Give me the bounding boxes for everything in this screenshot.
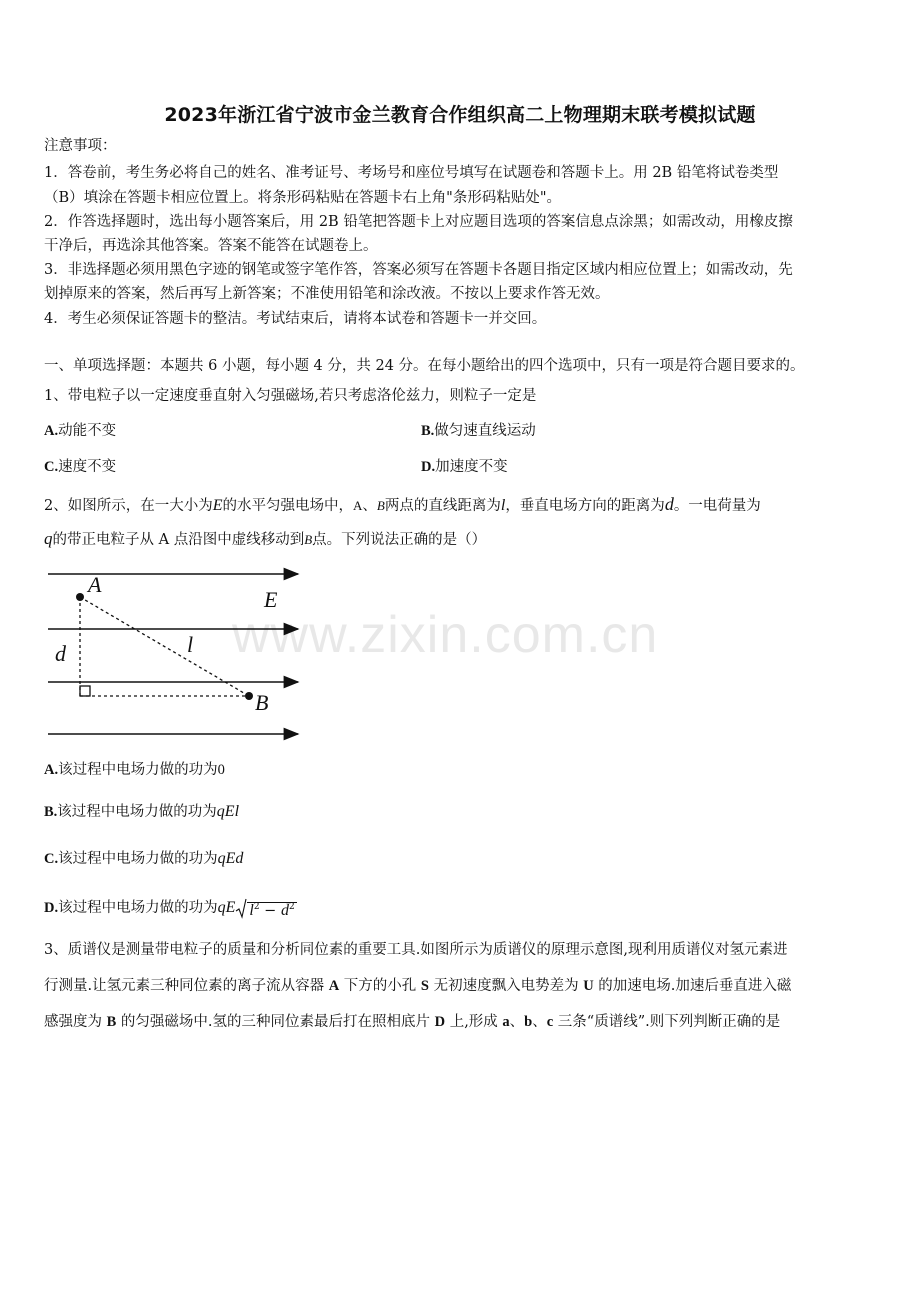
- sqrt-expression: $l^2 - d^2$: [235, 897, 296, 921]
- q1-option-a[interactable]: [44, 421, 116, 441]
- notice-line: 4．考生必须保证答题卡的整洁。考试结束后，请将本试卷和答题卡一并交回。: [44, 311, 547, 327]
- q2-option-c[interactable]: C.该过程中电场力做的功为qEd: [44, 850, 244, 867]
- label-l: l: [187, 632, 194, 657]
- notice-line: 2．作答选择题时，选出每小题答案后，用 2B 铅笔把答题卡上对应题目选项的答案信息点涂黑；如需改动，用橡皮擦: [44, 214, 793, 230]
- label-d: d: [55, 641, 66, 666]
- point-a: [76, 593, 84, 601]
- question-2-stem-line1: 2、如图所示，在一大小为E的水平匀强电场中，A、B两点的直线距离为l，垂直电场方向的距离为d。一电荷量为: [44, 494, 761, 514]
- q2-option-b[interactable]: B.该过程中电场力做的功为qEl: [44, 803, 240, 820]
- option-text: 动能不变: [58, 423, 117, 439]
- q1-option-c[interactable]: [44, 457, 116, 477]
- path-ab: [80, 597, 249, 696]
- q2-option-d[interactable]: D.该过程中电场力做的功为qE $l^2 - d^2$: [44, 898, 295, 919]
- option-letter: C.: [44, 459, 59, 475]
- watermark: www.zixin.com.cn: [232, 606, 659, 664]
- notice-line: 3．非选择题必须用黑色字迹的钢笔或签字笔作答，答案必须写在答题卡各题目指定区域内相应位置上；如需改动，先: [44, 262, 793, 278]
- question-3-line1: 3、质谱仪是测量带电粒子的质量和分析同位素的重要工具.如图所示为质谱仪的原理示意图,现利用质谱仪对氢元素进: [44, 942, 788, 958]
- question-3-line2: 行测量.让氢元素三种同位素的离子流从容器 A 下方的小孔 S 无初速度飘入电势差为 U 的加速电场.加速后垂直进入磁: [44, 978, 792, 994]
- notice-line: 划掉原来的答案，然后再写上新答案；不准使用铅笔和涂改液。不按以上要求作答无效。: [44, 286, 610, 302]
- label-e: E: [264, 587, 278, 612]
- question-3-line3: 感强度为 B 的匀强磁场中.氢的三种同位素最后打在照相底片 D 上,形成 a、b、c 三条“质谱线”.则下列判断正确的是: [44, 1014, 781, 1030]
- q1-option-d[interactable]: [421, 457, 508, 477]
- q2-option-a[interactable]: A.该过程中电场力做的功为0: [44, 762, 225, 778]
- right-angle-mark: [80, 686, 90, 696]
- question-2-stem-line2: q的带正电粒子从 A 点沿图中虚线移动到B点。下列说法正确的是（）: [44, 529, 487, 548]
- electric-field-diagram: [40, 562, 310, 747]
- label-a: A: [88, 572, 102, 597]
- section-heading: 一、单项选择题：本题共 6 小题，每小题 4 分，共 24 分。在每小题给出的四个选项中，只有一项是符合题目要求的。: [44, 358, 805, 374]
- notice-line: （B）填涂在答题卡相应位置上。将条形码粘贴在答题卡右上角"条形码粘贴处"。: [44, 190, 561, 206]
- notice-line: 干净后，再选涂其他答案。答案不能答在试题卷上。: [44, 238, 378, 254]
- notice-heading: 注意事项：: [44, 138, 117, 154]
- point-b: [245, 692, 253, 700]
- page-title: 2023年浙江省宁波市金兰教育合作组织高二上物理期末联考模拟试题: [164, 104, 756, 126]
- option-text: 速度不变: [58, 459, 117, 475]
- option-letter: D.: [421, 459, 436, 475]
- option-text: 加速度不变: [435, 459, 508, 475]
- question-1-stem: 1、带电粒子以一定速度垂直射入匀强磁场,若只考虑洛伦兹力，则粒子一定是: [44, 388, 537, 404]
- notice-line: 1．答卷前，考生务必将自己的姓名、准考证号、考场号和座位号填写在试题卷和答题卡上。用 2B 铅笔将试卷类型: [44, 165, 779, 181]
- option-text: 做匀速直线运动: [434, 423, 536, 439]
- q1-option-b[interactable]: [421, 421, 536, 441]
- option-letter: B.: [421, 423, 435, 439]
- label-b: B: [255, 690, 269, 715]
- option-letter: A.: [44, 423, 59, 439]
